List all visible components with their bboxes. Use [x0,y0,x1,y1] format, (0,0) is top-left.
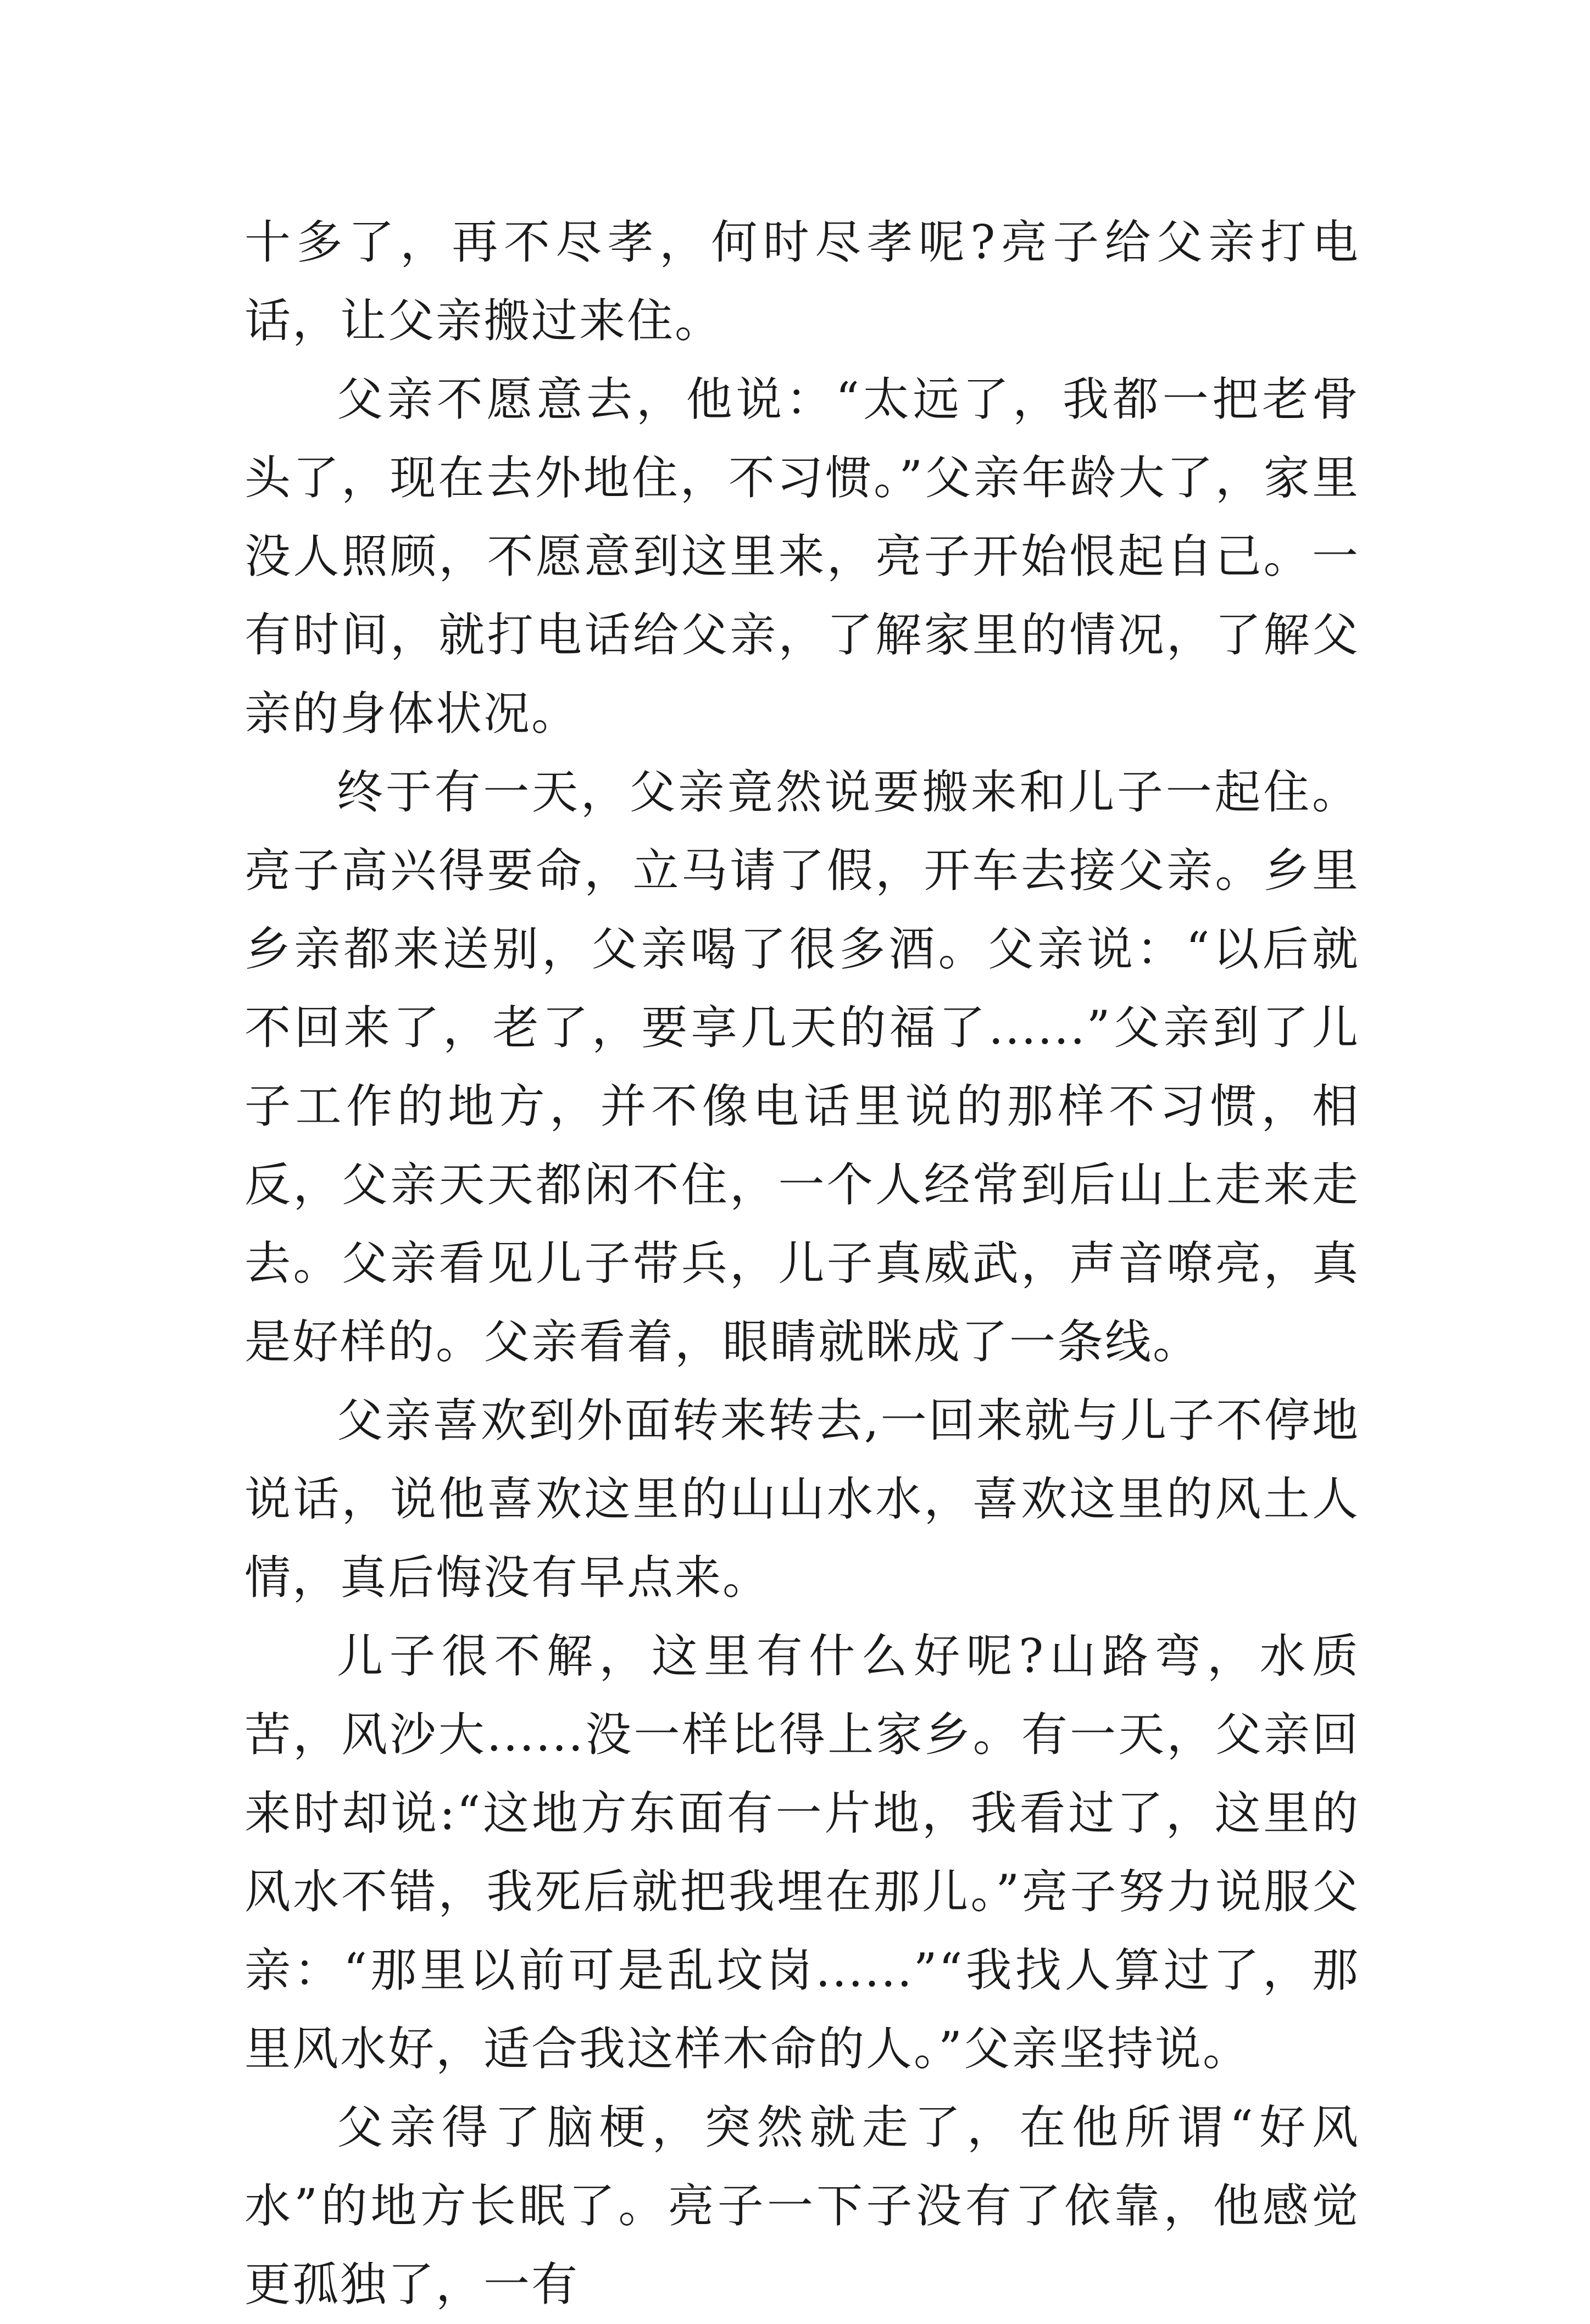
paragraph: 父亲得了脑梗，突然就走了，在他所谓“好风水”的地方长眠了。亮子一下子没有了依靠，他感觉更孤独了，一有 [244,2100,1360,2311]
paragraph: 终于有一天，父亲竟然说要搬来和儿子一起住。亮子高兴得要命，立马请了假，开车去接父亲。乡里乡亲都来送别，父亲喝了很多酒。父亲说：“以后就不回来了，老了，要享几天的福了......”父亲到了儿子工作的地方，并不像电话里说的那样不习惯，相反，父亲天天都闲不住，一个人经常到后山上走来走去。父亲看见儿子带兵，儿子真威武，声音嘹亮，真是好样的。父亲看着，眼睛就眯成了一条线。 [244,765,1360,1369]
paragraph: 父亲喜欢到外面转来转去,一回来就与儿子不停地说话，说他喜欢这里的山山水水，喜欢这里的风土人情，真后悔没有早点来。 [244,1394,1360,1604]
body-text [244,203,1360,2324]
paragraph: 儿子很不解，这里有什么好呢?山路弯，水质苦，风沙大......没一样比得上家乡。有一天，父亲回来时却说:“这地方东面有一片地，我看过了，这里的风水不错，我死后就把我埋在那儿。”亮子努力说服父亲：“那里以前可是乱坟岗......”“我找人算过了，那里风水好，适合我这样木命的人。”父亲坚持说。 [244,1629,1360,2076]
paragraph-continuation: 十多了，再不尽孝，何时尽孝呢?亮子给父亲打电话，让父亲搬过来住。 [244,215,1360,348]
paragraph: 父亲不愿意去，他说：“太远了，我都一把老骨头了，现在去外地住，不习惯。”父亲年龄大了，家里没人照顾，不愿意到这里来，亮子开始恨起自己。一有时间，就打电话给父亲，了解家里的情况，了解父亲的身体状况。 [244,372,1360,740]
